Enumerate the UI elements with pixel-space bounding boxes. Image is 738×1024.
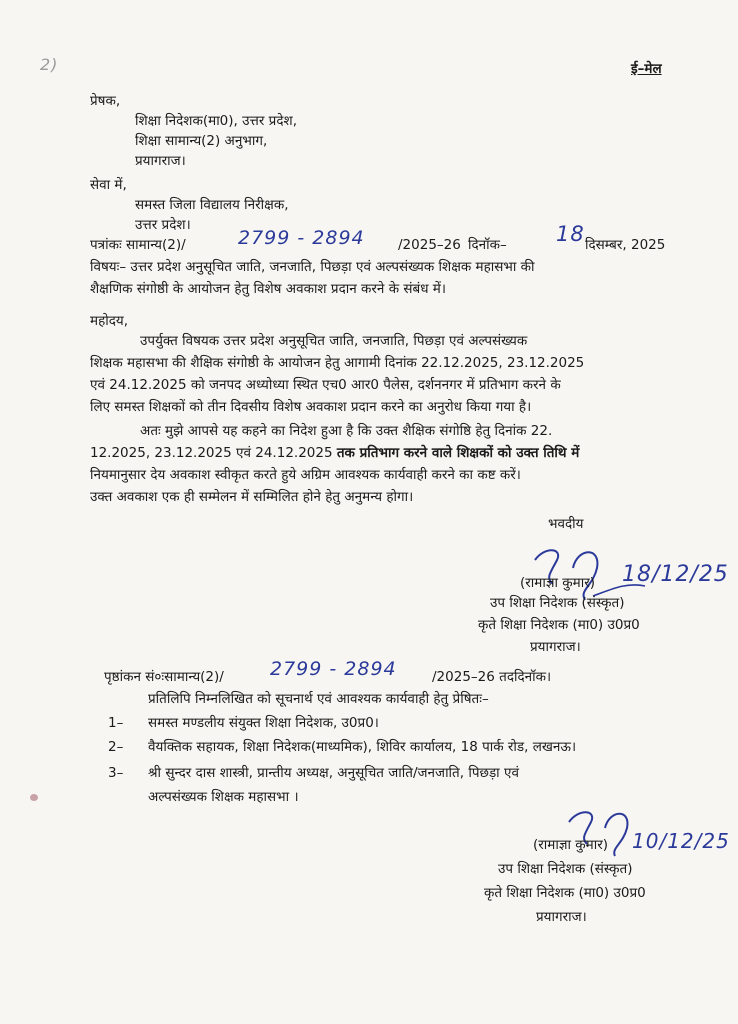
subject-line: शैक्षणिक संगोष्ठी के आयोजन हेतु विशेष अवकाश प्रदान करने के संबंध में। xyxy=(90,281,446,297)
sender-line: शिक्षा सामान्य(2) अनुभाग, xyxy=(135,133,268,149)
body-bold-text: तक प्रतिभाग करने वाले शिक्षकों को उक्त तिथि में xyxy=(336,445,580,461)
signature-1-date: 18/12/25 xyxy=(622,562,729,587)
list-item: समस्त मण्डलीय संयुक्त शिक्षा निदेशक, उ0प्र0। xyxy=(148,715,379,731)
ref-number-handwritten: 2799 - 2894 xyxy=(238,227,365,249)
body-line: नियमानुसार देय अवकाश स्वीकृत करते हुये अग्रिम आवश्यक कार्यवाही करने का कष्ट करें। xyxy=(90,467,521,483)
body-line: लिए समस्त शिक्षकों को तीन दिवसीय विशेष अवकाश प्रदान करने का अनुरोध किया गया है। xyxy=(90,399,532,415)
recipient-line: समस्त जिला विद्यालय निरीक्षक, xyxy=(135,197,289,213)
list-item: श्री सुन्दर दास शास्त्री, प्रान्तीय अध्यक्ष, अनुसूचित जाति/जनजाति, पिछड़ा एवं xyxy=(148,765,519,781)
endorsement-suffix: /2025–26 तददिनॉक। xyxy=(432,669,552,685)
signatory-name: (रामाज्ञा कुमार) xyxy=(520,575,596,591)
endorsement-number-handwritten: 2799 - 2894 xyxy=(270,658,397,680)
ref-prefix: पत्रांकः सामान्य(2)/ xyxy=(90,237,186,253)
sender-line: प्रयागराज। xyxy=(135,153,186,169)
corner-mark: 2) xyxy=(40,55,59,74)
body-line: उपर्युक्त विषयक उत्तर प्रदेश अनुसूचित जाति, जनजाति, पिछड़ा एवं अल्पसंख्यक xyxy=(140,333,528,349)
recipient-label: सेवा में, xyxy=(90,177,127,193)
signatory-name: (रामाज्ञा कुमार) xyxy=(533,837,609,853)
body-line: अतः मुझे आपसे यह कहने का निदेश हुआ है कि उक्त शैक्षिक संगोष्ठि हेतु दिनांक 22. xyxy=(140,423,553,439)
sender-line: शिक्षा निदेशक(मा0), उत्तर प्रदेश, xyxy=(135,113,297,129)
subject-line: विषयः– उत्तर प्रदेश अनुसूचित जाति, जनजाति, पिछड़ा एवं अल्पसंख्यक शिक्षक महासभा की xyxy=(90,259,535,275)
ref-month-year: दिसम्बर, 2025 xyxy=(585,237,666,253)
body-line xyxy=(90,444,579,462)
signatory-designation: उप शिक्षा निदेशक (संस्कृत) xyxy=(490,595,625,611)
endorsement-intro: प्रतिलिपि निम्नलिखित को सूचनार्थ एवं आवश्यक कार्यवाही हेतु प्रेषितः– xyxy=(148,691,489,707)
signatory-place: प्रयागराज। xyxy=(536,909,587,925)
signatory-acting: कृते शिक्षा निदेशक (मा0) उ0प्र0 xyxy=(478,617,640,633)
signatory-place: प्रयागराज। xyxy=(530,639,581,655)
list-item-number: 1– xyxy=(108,715,124,731)
signatory-acting: कृते शिक्षा निदेशक (मा0) उ0प्र0 xyxy=(484,885,646,901)
salutation: महोदय, xyxy=(90,313,129,329)
body-line: शिक्षक महासभा की शैक्षिक संगोष्ठी के आयोजन हेतु आगामी दिनांक 22.12.2025, 23.12.2025 xyxy=(90,355,585,371)
body-line: एवं 24.12.2025 को जनपद अध्योध्या स्थित एच0 आर0 पैलेस, दर्शननगर में प्रतिभाग करने के xyxy=(90,377,561,393)
sender-label: प्रेषक, xyxy=(90,93,121,109)
ref-date-label: दिनॉक– xyxy=(468,237,507,253)
body-line: उक्त अवकाश एक ही सम्मेलन में सम्मिलित होने हेतु अनुमन्य होगा। xyxy=(90,489,414,505)
list-item: वैयक्तिक सहायक, शिक्षा निदेशक(माध्यमिक), शिविर कार्यालय, 18 पार्क रोड, लखनऊ। xyxy=(148,739,577,755)
list-item-continued: अल्पसंख्यक शिक्षक महासभा । xyxy=(148,789,299,805)
endorsement-prefix: पृष्ठांकन सं०ःसामान्य(2)/ xyxy=(104,669,224,685)
body-dates: 12.2025, 23.12.2025 एवं 24.12.2025 xyxy=(90,445,333,461)
stain-mark xyxy=(30,794,38,801)
email-tag: ई–मेल xyxy=(631,61,662,77)
recipient-line: उत्तर प्रदेश। xyxy=(135,217,191,233)
list-item-number: 3– xyxy=(108,765,124,781)
ref-year: /2025–26 xyxy=(398,237,461,253)
closing: भवदीय xyxy=(548,516,584,532)
signature-2-date: 10/12/25 xyxy=(632,829,730,853)
list-item-number: 2– xyxy=(108,739,124,755)
ref-day-handwritten: 18 xyxy=(556,222,585,246)
signatory-designation: उप शिक्षा निदेशक (संस्कृत) xyxy=(498,861,633,877)
